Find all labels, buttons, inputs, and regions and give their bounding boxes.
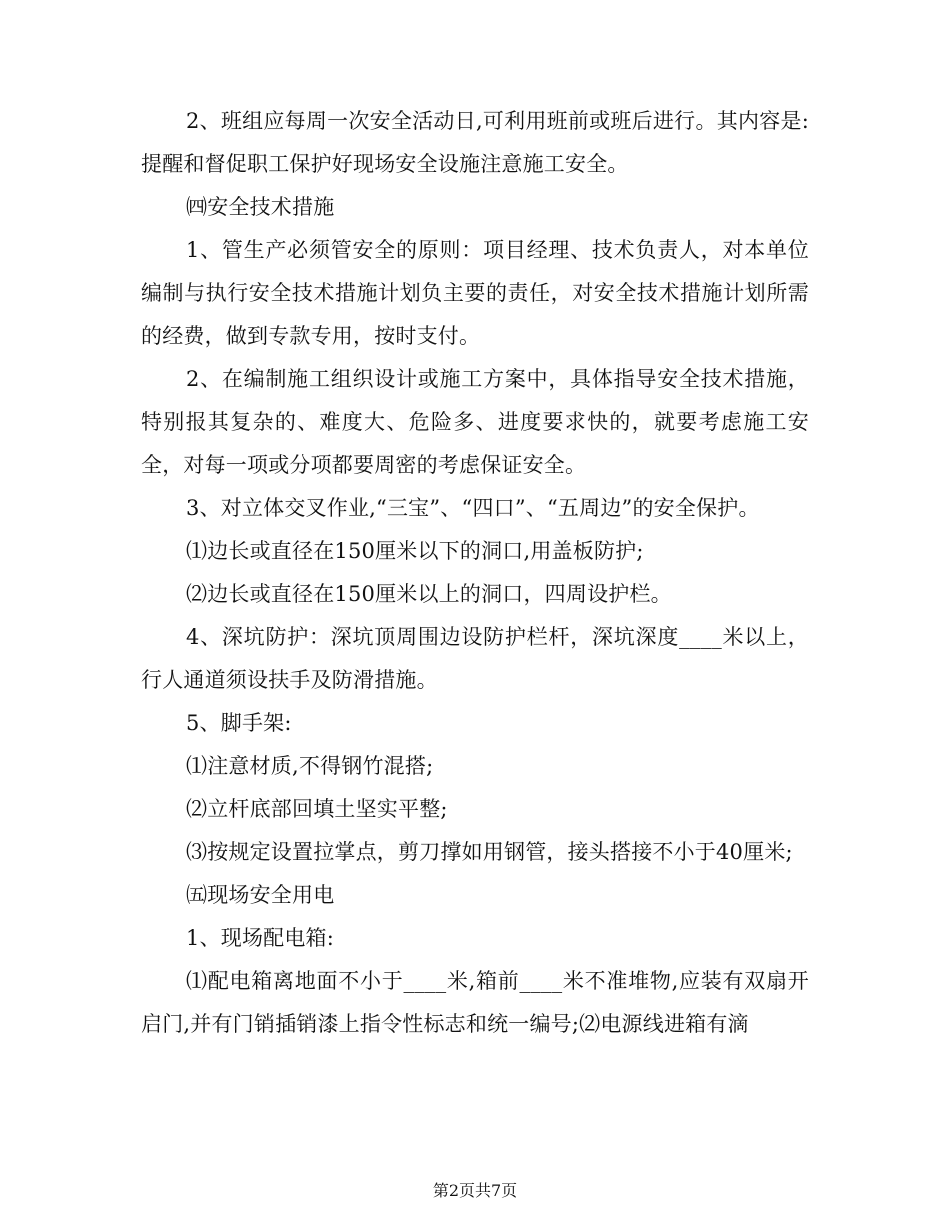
list-item-tie-points-bracing: ⑶按规定设置拉掌点，剪刀撑如用钢管，接头搭接不小于40厘米;	[186, 840, 793, 864]
paragraph-production-safety-principle: 1、管生产必须管安全的原则：项目经理、技术负责人，对本单位编制与执行安全技术措施计划负主要的责任，对安全技术措施计划所需的经费，做到专款专用，按时支付。	[141, 238, 809, 348]
list-item-pole-base-backfill: ⑵立杆底部回填土坚实平整;	[186, 797, 448, 821]
list-item-distribution-box-rules: ⑴配电箱离地面不小于____米,箱前____米不准堆物,应装有双扇开启门,并有门销插销漆上指令性标志和统一编号;⑵电源线进箱有滴	[141, 969, 809, 1036]
page-number: 第2页共7页	[432, 1181, 518, 1200]
list-item-opening-above-150: ⑵边长或直径在150厘米以上的洞口，四周设护栏。	[186, 582, 672, 606]
paragraph-construction-plan-measures: 2、在编制施工组织设计或施工方案中，具体指导安全技术措施，特别报其复杂的、难度大、危险多、进度要求快的，就要考虑施工安全，对每一项或分项都要周密的考虑保证安全。	[141, 367, 809, 477]
list-item-opening-below-150: ⑴边长或直径在150厘米以下的洞口,用盖板防护;	[186, 539, 644, 563]
paragraph-team-safety-day: 2、班组应每周一次安全活动日,可利用班前或班后进行。其内容是:提醒和督促职工保护好现场安全设施注意施工安全。	[141, 109, 809, 176]
section-heading-site-electricity: ㈤现场安全用电	[186, 883, 335, 907]
list-item-material-quality: ⑴注意材质,不得钢竹混搭;	[186, 754, 434, 778]
document-body	[141, 100, 809, 1046]
paragraph-cross-operation-protection: 3、对立体交叉作业,“三宝”、“四口”、“五周边”的安全保护。	[186, 496, 760, 520]
paragraph-site-distribution-box: 1、现场配电箱:	[186, 926, 335, 950]
paragraph-deep-pit-protection: 4、深坑防护：深坑顶周围边设防护栏杆，深坑深度____米以上，行人通道须设扶手及防滑措施。	[141, 625, 809, 692]
section-heading-safety-technical-measures: ㈣安全技术措施	[186, 195, 335, 219]
paragraph-scaffolding: 5、脚手架:	[186, 711, 292, 735]
